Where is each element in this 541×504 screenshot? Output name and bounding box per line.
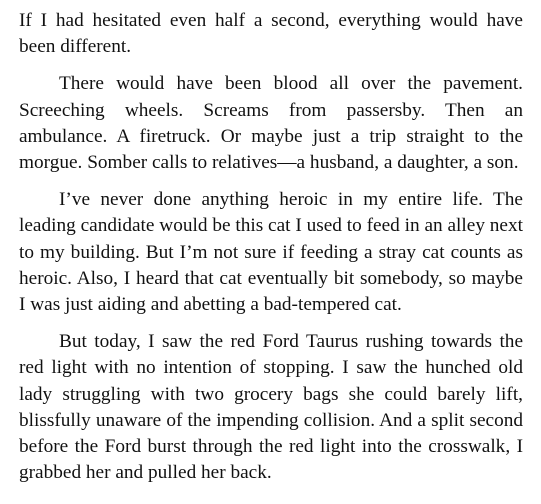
- paragraph-3: I’ve never done anything heroic in my entire life. The leading candidate would be this cat I used to feed in an alley next to my building. But I’m not sure if feeding a stray cat counts as heroic. Also, I heard that cat eventually bit somebody, so maybe I was just aiding and abetting a bad-tempered cat.: [19, 189, 523, 316]
- book-page: [19, 8, 523, 497]
- paragraph-2: There would have been blood all over the pavement. Screeching wheels. Screams from passersby. Then an ambulance. A firetruck. Or maybe just a trip straight to the morgue. Somber calls to relatives—a husband, a daughter, a son.: [19, 73, 523, 174]
- paragraph-1: If I had hesitated even half a second, everything would have been different.: [19, 10, 523, 58]
- paragraph-4: But today, I saw the red Ford Taurus rushing towards the red light with no intention of stopping. I saw the hunched old lady struggling with two grocery bags she could barely lift, blissfully unaware of the impending collision. And a split second before the Ford burst through the red light into the crosswalk, I grabbed her and pulled her back.: [19, 331, 523, 484]
